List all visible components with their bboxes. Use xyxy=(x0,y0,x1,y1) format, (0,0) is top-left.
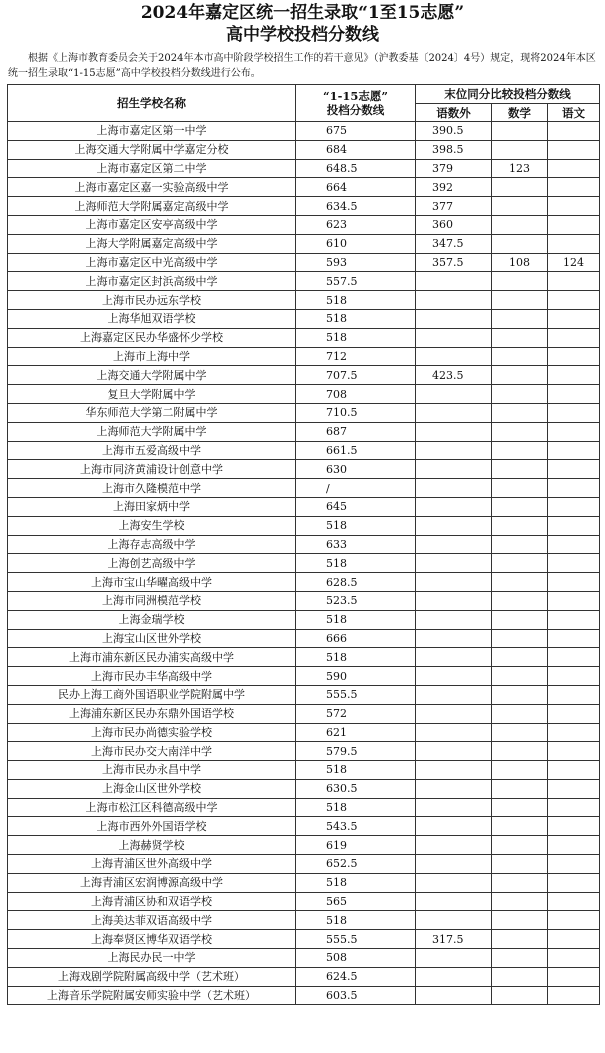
tiebreak-total-cell: 357.5 xyxy=(416,253,492,272)
score-cell: 666 xyxy=(296,629,416,648)
table-row xyxy=(8,122,600,141)
tiebreak-total-cell xyxy=(416,817,492,836)
table-body xyxy=(8,122,600,1005)
tiebreak-chinese-cell xyxy=(548,836,600,855)
school-name-cell: 上海华旭双语学校 xyxy=(8,309,296,328)
tiebreak-total-cell xyxy=(416,873,492,892)
tiebreak-chinese-cell xyxy=(548,234,600,253)
table-row xyxy=(8,516,600,535)
table-row xyxy=(8,892,600,911)
score-cell: 621 xyxy=(296,723,416,742)
table-row xyxy=(8,742,600,761)
school-name-cell: 上海市同洲模范学校 xyxy=(8,591,296,610)
table-row xyxy=(8,836,600,855)
table-row xyxy=(8,591,600,610)
school-name-cell: 上海市民办尚德实验学校 xyxy=(8,723,296,742)
table-row xyxy=(8,272,600,291)
tiebreak-math-cell xyxy=(492,309,548,328)
tiebreak-total-cell: 423.5 xyxy=(416,366,492,385)
school-name-cell: 上海市民办永昌中学 xyxy=(8,761,296,780)
table-row xyxy=(8,629,600,648)
tiebreak-chinese-cell xyxy=(548,930,600,949)
tiebreak-chinese-cell xyxy=(548,591,600,610)
score-cell: 518 xyxy=(296,610,416,629)
table-row xyxy=(8,554,600,573)
tiebreak-math-cell xyxy=(492,930,548,949)
tiebreak-math-cell xyxy=(492,629,548,648)
score-cell: 623 xyxy=(296,215,416,234)
tiebreak-math-cell xyxy=(492,742,548,761)
table-row xyxy=(8,366,600,385)
score-cell: 624.5 xyxy=(296,967,416,986)
school-name-cell: 上海田家炳中学 xyxy=(8,497,296,516)
school-name-cell: 上海金瑞学校 xyxy=(8,610,296,629)
table-row xyxy=(8,497,600,516)
tiebreak-math-cell xyxy=(492,892,548,911)
tiebreak-chinese-cell xyxy=(548,122,600,141)
tiebreak-math-cell xyxy=(492,479,548,498)
tiebreak-chinese-cell xyxy=(548,911,600,930)
table-row xyxy=(8,253,600,272)
school-name-cell: 上海安生学校 xyxy=(8,516,296,535)
score-cell: 518 xyxy=(296,911,416,930)
school-name-cell: 上海市民办交大南洋中学 xyxy=(8,742,296,761)
tiebreak-math-cell xyxy=(492,122,548,141)
school-name-cell: 上海青浦区协和双语学校 xyxy=(8,892,296,911)
tiebreak-total-cell xyxy=(416,573,492,592)
header-school-name: 招生学校名称 xyxy=(8,85,296,122)
table-row xyxy=(8,422,600,441)
tiebreak-total-cell: 317.5 xyxy=(416,930,492,949)
tiebreak-chinese-cell xyxy=(548,704,600,723)
score-cell: 518 xyxy=(296,873,416,892)
table-row xyxy=(8,215,600,234)
tiebreak-total-cell xyxy=(416,667,492,686)
tiebreak-total-cell: 398.5 xyxy=(416,140,492,159)
tiebreak-math-cell xyxy=(492,497,548,516)
tiebreak-math-cell xyxy=(492,986,548,1005)
table-row xyxy=(8,873,600,892)
tiebreak-math-cell: 123 xyxy=(492,159,548,178)
table-row xyxy=(8,140,600,159)
score-cell: 630 xyxy=(296,460,416,479)
tiebreak-math-cell xyxy=(492,648,548,667)
school-name-cell: 上海美达菲双语高级中学 xyxy=(8,911,296,930)
score-cell: 684 xyxy=(296,140,416,159)
tiebreak-math-cell xyxy=(492,723,548,742)
tiebreak-math-cell xyxy=(492,610,548,629)
table-row xyxy=(8,779,600,798)
score-cell: 523.5 xyxy=(296,591,416,610)
school-name-cell: 上海交通大学附属中学嘉定分校 xyxy=(8,140,296,159)
tiebreak-chinese-cell xyxy=(548,215,600,234)
table-row xyxy=(8,291,600,310)
document-subtitle: 高中学校投档分数线 xyxy=(226,25,379,45)
tiebreak-chinese-cell xyxy=(548,535,600,554)
tiebreak-chinese-cell xyxy=(548,140,600,159)
school-name-cell: 上海市五爱高级中学 xyxy=(8,441,296,460)
tiebreak-math-cell xyxy=(492,422,548,441)
school-name-cell: 上海赫贤学校 xyxy=(8,836,296,855)
school-name-cell: 上海创艺高级中学 xyxy=(8,554,296,573)
tiebreak-math-cell xyxy=(492,178,548,197)
table-row xyxy=(8,967,600,986)
table-row xyxy=(8,704,600,723)
score-cell: 508 xyxy=(296,949,416,968)
table-row xyxy=(8,817,600,836)
school-name-cell: 上海市上海中学 xyxy=(8,347,296,366)
tiebreak-chinese-cell xyxy=(548,610,600,629)
header-sub-math: 数学 xyxy=(492,104,548,122)
tiebreak-math-cell xyxy=(492,460,548,479)
header-tiebreak-group: 末位同分比较投档分数线 xyxy=(416,85,600,104)
score-cell: 518 xyxy=(296,516,416,535)
tiebreak-chinese-cell xyxy=(548,648,600,667)
tiebreak-math-cell xyxy=(492,347,548,366)
table-row xyxy=(8,949,600,968)
tiebreak-total-cell xyxy=(416,291,492,310)
score-cell: 593 xyxy=(296,253,416,272)
table-row xyxy=(8,479,600,498)
score-cell: 675 xyxy=(296,122,416,141)
school-name-cell: 上海存志高级中学 xyxy=(8,535,296,554)
school-name-cell: 上海市久隆模范中学 xyxy=(8,479,296,498)
tiebreak-chinese-cell xyxy=(548,723,600,742)
score-cell: 572 xyxy=(296,704,416,723)
table-row xyxy=(8,309,600,328)
tiebreak-total-cell xyxy=(416,497,492,516)
score-cell: 518 xyxy=(296,291,416,310)
tiebreak-chinese-cell xyxy=(548,873,600,892)
tiebreak-total-cell xyxy=(416,685,492,704)
tiebreak-total-cell xyxy=(416,385,492,404)
tiebreak-chinese-cell xyxy=(548,403,600,422)
tiebreak-chinese-cell xyxy=(548,817,600,836)
score-cell: 710.5 xyxy=(296,403,416,422)
document-title: 2024年嘉定区统一招生录取“1至15志愿” xyxy=(140,3,465,23)
tiebreak-total-cell xyxy=(416,949,492,968)
school-name-cell: 上海市松江区科德高级中学 xyxy=(8,798,296,817)
school-name-cell: 上海师范大学附属嘉定高级中学 xyxy=(8,197,296,216)
score-cell: 687 xyxy=(296,422,416,441)
tiebreak-chinese-cell xyxy=(548,667,600,686)
score-cell: 610 xyxy=(296,234,416,253)
school-name-cell: 上海嘉定区民办华盛怀少学校 xyxy=(8,328,296,347)
score-cell: 518 xyxy=(296,554,416,573)
score-cell: 590 xyxy=(296,667,416,686)
tiebreak-total-cell xyxy=(416,328,492,347)
tiebreak-math-cell xyxy=(492,949,548,968)
tiebreak-math-cell xyxy=(492,366,548,385)
school-name-cell: 上海民办民一中学 xyxy=(8,949,296,968)
score-cell: 565 xyxy=(296,892,416,911)
table-row xyxy=(8,685,600,704)
score-cell: / xyxy=(296,479,416,498)
tiebreak-chinese-cell xyxy=(548,779,600,798)
score-cell: 645 xyxy=(296,497,416,516)
tiebreak-math-cell xyxy=(492,328,548,347)
tiebreak-total-cell xyxy=(416,610,492,629)
tiebreak-chinese-cell xyxy=(548,159,600,178)
tiebreak-math-cell xyxy=(492,197,548,216)
school-name-cell: 上海市嘉定区嘉一实验高级中学 xyxy=(8,178,296,197)
table-row xyxy=(8,460,600,479)
tiebreak-math-cell xyxy=(492,704,548,723)
table-row xyxy=(8,723,600,742)
school-name-cell: 上海宝山区世外学校 xyxy=(8,629,296,648)
tiebreak-math-cell xyxy=(492,967,548,986)
tiebreak-total-cell xyxy=(416,986,492,1005)
tiebreak-total-cell xyxy=(416,967,492,986)
tiebreak-math-cell xyxy=(492,516,548,535)
tiebreak-chinese-cell xyxy=(548,685,600,704)
score-cell: 707.5 xyxy=(296,366,416,385)
score-cell: 633 xyxy=(296,535,416,554)
tiebreak-total-cell xyxy=(416,441,492,460)
table-row xyxy=(8,328,600,347)
tiebreak-math-cell xyxy=(492,535,548,554)
score-cell: 518 xyxy=(296,761,416,780)
score-cell: 518 xyxy=(296,648,416,667)
tiebreak-total-cell xyxy=(416,761,492,780)
tiebreak-chinese-cell xyxy=(548,761,600,780)
tiebreak-chinese-cell xyxy=(548,573,600,592)
tiebreak-chinese-cell: 124 xyxy=(548,253,600,272)
tiebreak-total-cell xyxy=(416,309,492,328)
school-name-cell: 上海青浦区宏润博源高级中学 xyxy=(8,873,296,892)
tiebreak-total-cell xyxy=(416,779,492,798)
tiebreak-chinese-cell xyxy=(548,554,600,573)
header-sub-chinese: 语文 xyxy=(548,104,600,122)
tiebreak-total-cell xyxy=(416,742,492,761)
tiebreak-math-cell xyxy=(492,140,548,159)
tiebreak-math-cell xyxy=(492,798,548,817)
tiebreak-math-cell xyxy=(492,272,548,291)
table-row xyxy=(8,159,600,178)
tiebreak-math-cell xyxy=(492,554,548,573)
tiebreak-chinese-cell xyxy=(548,949,600,968)
tiebreak-math-cell xyxy=(492,817,548,836)
table-row xyxy=(8,347,600,366)
tiebreak-chinese-cell xyxy=(548,441,600,460)
tiebreak-math-cell xyxy=(492,234,548,253)
tiebreak-total-cell xyxy=(416,460,492,479)
tiebreak-total-cell xyxy=(416,892,492,911)
school-name-cell: 华东师范大学第二附属中学 xyxy=(8,403,296,422)
table-row xyxy=(8,610,600,629)
score-cell: 648.5 xyxy=(296,159,416,178)
table-row xyxy=(8,385,600,404)
school-name-cell: 上海市同济黄浦设计创意中学 xyxy=(8,460,296,479)
tiebreak-total-cell xyxy=(416,723,492,742)
tiebreak-math-cell xyxy=(492,873,548,892)
school-name-cell: 上海市宝山华曜高级中学 xyxy=(8,573,296,592)
tiebreak-total-cell xyxy=(416,591,492,610)
header-score xyxy=(296,85,416,122)
tiebreak-chinese-cell xyxy=(548,629,600,648)
tiebreak-total-cell xyxy=(416,704,492,723)
table-row xyxy=(8,930,600,949)
school-name-cell: 上海市嘉定区安亭高级中学 xyxy=(8,215,296,234)
tiebreak-math-cell xyxy=(492,685,548,704)
table-row xyxy=(8,667,600,686)
table-row xyxy=(8,648,600,667)
tiebreak-total-cell xyxy=(416,911,492,930)
school-name-cell: 上海青浦区世外高级中学 xyxy=(8,855,296,874)
tiebreak-chinese-cell xyxy=(548,742,600,761)
school-name-cell: 上海金山区世外学校 xyxy=(8,779,296,798)
score-table xyxy=(7,84,600,1005)
school-name-cell: 上海音乐学院附属安师实验中学（艺术班） xyxy=(8,986,296,1005)
tiebreak-chinese-cell xyxy=(548,178,600,197)
tiebreak-total-cell: 377 xyxy=(416,197,492,216)
tiebreak-total-cell xyxy=(416,554,492,573)
table-row xyxy=(8,441,600,460)
tiebreak-chinese-cell xyxy=(548,422,600,441)
score-cell: 557.5 xyxy=(296,272,416,291)
score-cell: 712 xyxy=(296,347,416,366)
table-row xyxy=(8,761,600,780)
tiebreak-total-cell: 379 xyxy=(416,159,492,178)
tiebreak-chinese-cell xyxy=(548,291,600,310)
tiebreak-math-cell xyxy=(492,761,548,780)
score-cell: 619 xyxy=(296,836,416,855)
tiebreak-chinese-cell xyxy=(548,197,600,216)
score-cell: 661.5 xyxy=(296,441,416,460)
tiebreak-math-cell xyxy=(492,591,548,610)
tiebreak-math-cell xyxy=(492,215,548,234)
tiebreak-chinese-cell xyxy=(548,892,600,911)
tiebreak-math-cell xyxy=(492,855,548,874)
table-row xyxy=(8,178,600,197)
tiebreak-math-cell xyxy=(492,573,548,592)
tiebreak-total-cell xyxy=(416,516,492,535)
tiebreak-chinese-cell xyxy=(548,309,600,328)
tiebreak-total-cell xyxy=(416,272,492,291)
tiebreak-math-cell xyxy=(492,836,548,855)
score-cell: 652.5 xyxy=(296,855,416,874)
school-name-cell: 上海市民办远东学校 xyxy=(8,291,296,310)
tiebreak-math-cell xyxy=(492,911,548,930)
table-row xyxy=(8,911,600,930)
score-cell: 518 xyxy=(296,798,416,817)
tiebreak-total-cell xyxy=(416,535,492,554)
school-name-cell: 上海大学附属嘉定高级中学 xyxy=(8,234,296,253)
table-row xyxy=(8,798,600,817)
tiebreak-total-cell xyxy=(416,422,492,441)
table-row xyxy=(8,573,600,592)
table-row xyxy=(8,535,600,554)
tiebreak-total-cell xyxy=(416,648,492,667)
table-row xyxy=(8,234,600,253)
tiebreak-chinese-cell xyxy=(548,855,600,874)
school-name-cell: 民办上海工商外国语职业学院附属中学 xyxy=(8,685,296,704)
school-name-cell: 上海市嘉定区中光高级中学 xyxy=(8,253,296,272)
tiebreak-chinese-cell xyxy=(548,347,600,366)
tiebreak-math-cell xyxy=(492,441,548,460)
tiebreak-total-cell: 390.5 xyxy=(416,122,492,141)
score-cell: 518 xyxy=(296,309,416,328)
table-row xyxy=(8,403,600,422)
table-row xyxy=(8,197,600,216)
school-name-cell: 上海师范大学附属中学 xyxy=(8,422,296,441)
tiebreak-math-cell: 108 xyxy=(492,253,548,272)
table-row xyxy=(8,855,600,874)
header-score-line1: “1-15志愿” xyxy=(322,89,388,103)
school-name-cell: 上海戏剧学院附属高级中学（艺术班） xyxy=(8,967,296,986)
tiebreak-total-cell xyxy=(416,836,492,855)
tiebreak-math-cell xyxy=(492,779,548,798)
header-score-line2: 投档分数线 xyxy=(326,103,385,117)
school-name-cell: 复旦大学附属中学 xyxy=(8,385,296,404)
table-header xyxy=(8,85,600,122)
score-cell: 518 xyxy=(296,328,416,347)
school-name-cell: 上海市嘉定区第二中学 xyxy=(8,159,296,178)
tiebreak-chinese-cell xyxy=(548,798,600,817)
tiebreak-chinese-cell xyxy=(548,967,600,986)
tiebreak-chinese-cell xyxy=(548,497,600,516)
school-name-cell: 上海市嘉定区封浜高级中学 xyxy=(8,272,296,291)
school-name-cell: 上海浦东新区民办东鼎外国语学校 xyxy=(8,704,296,723)
tiebreak-total-cell xyxy=(416,403,492,422)
tiebreak-math-cell xyxy=(492,403,548,422)
tiebreak-total-cell: 347.5 xyxy=(416,234,492,253)
tiebreak-chinese-cell xyxy=(548,479,600,498)
score-cell: 708 xyxy=(296,385,416,404)
school-name-cell: 上海市西外外国语学校 xyxy=(8,817,296,836)
score-cell: 579.5 xyxy=(296,742,416,761)
tiebreak-chinese-cell xyxy=(548,328,600,347)
tiebreak-total-cell xyxy=(416,798,492,817)
score-cell: 634.5 xyxy=(296,197,416,216)
tiebreak-chinese-cell xyxy=(548,516,600,535)
intro-paragraph: 根据《上海市教育委员会关于2024年本市高中阶段学校招生工作的若干意见》（沪教委基〔2024〕4号）规定，现将2024年本区统一招生录取“1-15志愿”高中学校投档分数线进行公布。 xyxy=(8,53,596,79)
tiebreak-chinese-cell xyxy=(548,460,600,479)
table-row xyxy=(8,986,600,1005)
tiebreak-total-cell xyxy=(416,479,492,498)
school-name-cell: 上海交通大学附属中学 xyxy=(8,366,296,385)
school-name-cell: 上海市嘉定区第一中学 xyxy=(8,122,296,141)
tiebreak-math-cell xyxy=(492,667,548,686)
school-name-cell: 上海市浦东新区民办浦实高级中学 xyxy=(8,648,296,667)
score-cell: 630.5 xyxy=(296,779,416,798)
score-cell: 543.5 xyxy=(296,817,416,836)
tiebreak-chinese-cell xyxy=(548,272,600,291)
tiebreak-total-cell xyxy=(416,347,492,366)
tiebreak-chinese-cell xyxy=(548,366,600,385)
tiebreak-total-cell xyxy=(416,855,492,874)
tiebreak-total-cell xyxy=(416,629,492,648)
school-name-cell: 上海市民办丰华高级中学 xyxy=(8,667,296,686)
tiebreak-total-cell: 360 xyxy=(416,215,492,234)
tiebreak-total-cell: 392 xyxy=(416,178,492,197)
header-sub-chinese-math-english: 语数外 xyxy=(416,104,492,122)
school-name-cell: 上海奉贤区博华双语学校 xyxy=(8,930,296,949)
score-cell: 603.5 xyxy=(296,986,416,1005)
score-cell: 628.5 xyxy=(296,573,416,592)
tiebreak-math-cell xyxy=(492,385,548,404)
score-cell: 664 xyxy=(296,178,416,197)
score-cell: 555.5 xyxy=(296,930,416,949)
score-cell: 555.5 xyxy=(296,685,416,704)
tiebreak-chinese-cell xyxy=(548,986,600,1005)
tiebreak-math-cell xyxy=(492,291,548,310)
tiebreak-chinese-cell xyxy=(548,385,600,404)
